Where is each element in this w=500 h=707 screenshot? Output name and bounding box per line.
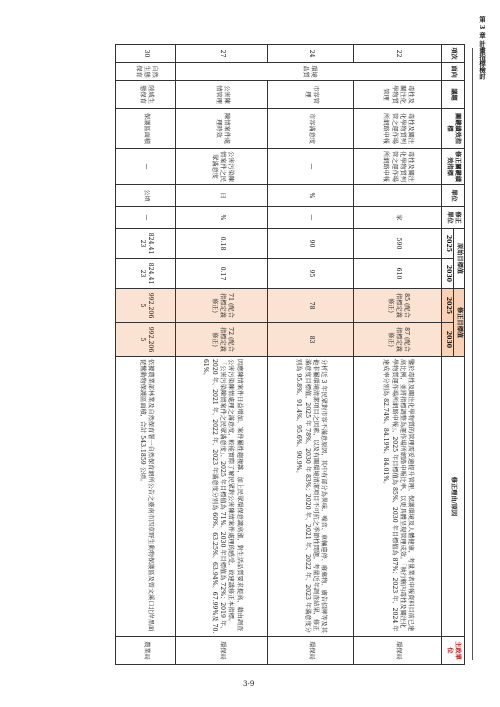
cell-orig-2030: 0.17 [176, 258, 268, 288]
table-row [354, 44, 442, 664]
cell-rev-2025: 78 [268, 288, 354, 322]
cell-seq: 30 [116, 44, 176, 62]
cell-owner: 環保局 [354, 636, 442, 664]
th-rev-2025: 2025 [442, 288, 453, 322]
cell-rev-indicator: — [268, 148, 354, 184]
cell-reason: 因應陳情案件日益增加、案件屬性趨複雜，加上民眾環保意識高漲，對生活品質要求提高，藉由調查公害污染陳情處理之滿意度，較能實際了解民眾對公害陳情案件處理的感受，故建議修正本指標。「公害污染陳情案件之民眾滿意度」，2025 年目標值為 71%、2030 年目標值為 72%；2019 年、2020 年、2021 年、2022 年、2023 年滿意度分別為 60%、63.25%、63.94%、67.99%及 70.61%。 [176, 356, 268, 636]
cell-indicator: 保護區面積 [116, 108, 176, 148]
cell-unit: 日 [176, 184, 268, 206]
cell-orig-2030: 610 [354, 258, 442, 288]
cell-rev-indicator: 公害污染陳情案件之民眾滿意度 [176, 148, 268, 184]
cell-orig-2025: 590 [354, 228, 442, 258]
cell-rev-2025: 71 (配合指標定義修正) [176, 288, 268, 322]
cell-seq: 27 [176, 44, 268, 62]
th-indicator: 關鍵績效指標 [442, 108, 465, 148]
rotated-table-wrapper [35, 44, 465, 664]
cell-domain: 環境品質 [176, 62, 442, 80]
table-row [116, 44, 176, 664]
th-rev-target: 修正目標值 [453, 288, 464, 356]
th-rev-indicator: 修正關鍵績效指標 [442, 148, 465, 184]
th-seq: 項次 [442, 44, 465, 62]
cell-issue: 陸域生態保育 [116, 80, 176, 108]
cell-rev-unit: 家 [354, 206, 442, 228]
table-row [268, 44, 354, 664]
cell-issue: 市容管理 [268, 80, 354, 108]
cell-orig-2025: 0.18 [176, 228, 268, 258]
cell-rev-2030: 72 (配合指標定義修正) [176, 322, 268, 356]
cell-rev-2030: 87 (配合指標定義修正) [354, 322, 442, 356]
cell-indicator: 市容滿意度 [268, 108, 354, 148]
header-rule [472, 48, 473, 660]
cell-rev-2025: 992.2065 [116, 288, 176, 322]
cell-indicator: 毒性及關注化學物質列管之運作場所網路申報 [354, 108, 442, 148]
cell-owner: 環保局 [268, 636, 354, 664]
cell-unit: % [268, 184, 354, 206]
th-orig-2030: 2030 [442, 258, 453, 288]
cell-domain: 自然生態保育 [116, 62, 176, 80]
th-orig-target: 原始目標值 [453, 228, 464, 288]
cell-rev-unit: % [176, 206, 268, 228]
th-reason: 修正理由/原因 [442, 356, 465, 636]
cell-seq: 24 [268, 44, 354, 62]
th-owner: 主政單位 [442, 636, 465, 664]
cell-rev-unit: — [268, 206, 354, 228]
cell-rev-2025: 85 (配合指標定義修正) [354, 288, 442, 322]
cell-orig-2030: 824.4123 [116, 258, 176, 288]
cell-seq: 22 [354, 44, 442, 62]
th-rev-unit: 修正單位 [442, 206, 465, 228]
cell-issue: 毒性及關注化學物質管理 [354, 80, 442, 108]
cell-rev-unit: — [116, 206, 176, 228]
cell-rev-2030: 992.2065 [116, 322, 176, 356]
indicator-revision-table [115, 44, 465, 665]
cell-reason: 分析近 3 年民眾對市容不滿意原因，其中有部分為異味、噪音、車輛違停、廢棄物、廣告招牌等及其他非屬環境清潔項目之因素，以及有關環境清潔項目不可抗之季節性問題，考量近年調查結果，修正滿意度目標值，2025 年 78%、2030 年 83%；2020 年、2021 年、2022 年、2023 年滿意度分別為 95.8%、91.4%、95.6%、90.9%。 [268, 356, 354, 636]
cell-reason: 依據農業部林業及自然保育署一自然保育網所公告之臺南市四草野生動物保護區及曾文溪口北岸黑面琵鷺動物保護區面積，合計 543.1859 公頃。 [116, 356, 176, 636]
running-header: 第 3 章 計畫指標檢討 [478, 16, 486, 80]
cell-indicator: 陳情案件處理時效 [176, 108, 268, 148]
cell-unit [354, 184, 442, 206]
cell-orig-2025: 90 [268, 228, 354, 258]
cell-reason: 鑒於毒性及關注化學物質的管理需妥適提升管理、保護環境及人體健康，考量業者申報資料目前已達高比例，並將指標調整為運作場所網路申報比率，以更具體呈現管理成效。「執行轄內毒性及關注化學物質運作場所網路申報」，2025 年目標值為 85%，2030 年目標值為 87%；2023 年、2024 年達成率分別為 82.74%、84.19%、84.01%。 [354, 356, 442, 636]
th-issue: 議題 [442, 80, 465, 108]
cell-rev-indicator: 毒性及關注化學物質列管之運作場所網路申報 [354, 148, 442, 184]
page-number: 3-9 [243, 680, 255, 688]
cell-orig-2030: 95 [268, 258, 354, 288]
th-orig-2025: 2025 [442, 228, 453, 258]
cell-orig-2025: 824.4123 [116, 228, 176, 258]
cell-rev-indicator: — [116, 148, 176, 184]
cell-owner: 環保局 [176, 636, 268, 664]
cell-owner: 農業局 [116, 636, 176, 664]
cell-rev-2030: 83 [268, 322, 354, 356]
th-domain: 面向 [442, 62, 465, 80]
header-row-1 [453, 44, 464, 664]
cell-issue: 公害陳情管理 [176, 80, 268, 108]
th-rev-2030: 2030 [442, 322, 453, 356]
table-row [176, 44, 268, 664]
th-unit: 單位 [442, 184, 465, 206]
cell-unit: 公頃 [116, 184, 176, 206]
